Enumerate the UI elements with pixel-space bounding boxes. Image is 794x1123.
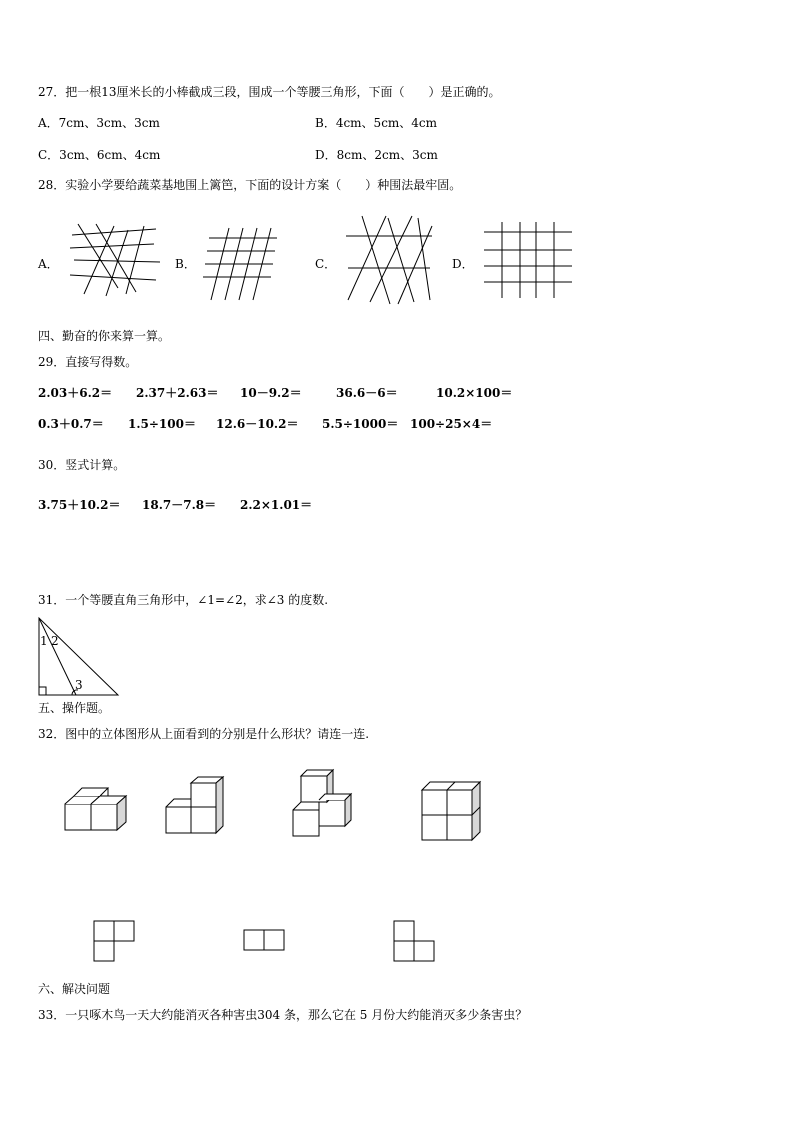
section5-title: 五、操作题。 <box>38 701 111 715</box>
fence-c-figure <box>340 214 436 304</box>
q28-stem: 28．实验小学要给蔬菜基地围上篱笆，下面的设计方案（ ）种围法最牢固。 <box>38 178 462 192</box>
q29-r2-c1: 0.3＋0.7＝ <box>38 417 104 431</box>
q30-item-1: 3.75＋10.2＝ <box>38 498 121 512</box>
angle-3-label: 3 <box>75 678 83 692</box>
q29-r2-c3: 12.6－10.2＝ <box>216 417 299 431</box>
q30-item-2: 18.7－7.8＝ <box>142 498 217 512</box>
q29-r2-c5: 100÷25×4＝ <box>410 417 493 431</box>
solid-figure-2 <box>165 776 227 836</box>
q29-r1-c5: 10.2×100＝ <box>436 386 513 400</box>
top-view-2 <box>243 929 287 953</box>
solid-figure-1 <box>64 786 128 834</box>
angle-2-label: 2 <box>51 634 59 648</box>
q33-stem: 33．一只啄木鸟一天大约能消灭各种害虫304 条，那么它在 5 月份大约能消灭多少条害虫？ <box>38 1008 528 1022</box>
q27-option-b: B．4cm、5cm、4cm <box>315 116 438 130</box>
q29-r2-c4: 5.5÷1000＝ <box>322 417 399 431</box>
section4-title: 四、勤奋的你来算一算。 <box>38 329 171 343</box>
q27-stem: 27．把一根13厘米长的小棒截成三段，围成一个等腰三角形，下面（ ）是正确的。 <box>38 85 501 99</box>
section6-title: 六、解决问题 <box>38 982 111 996</box>
solid-figure-4 <box>420 780 484 844</box>
q28-label-c: C． <box>315 257 337 271</box>
q30-item-3: 2.2×1.01＝ <box>240 498 313 512</box>
q28-label-d: D． <box>452 257 474 271</box>
q32-stem: 32．图中的立体图形从上面看到的分别是什么形状？请连一连. <box>38 727 370 741</box>
q29-r1-c2: 2.37＋2.63＝ <box>136 386 219 400</box>
q28-label-a: A． <box>38 257 59 271</box>
q27-option-d: D．8cm、2cm、3cm <box>315 148 438 162</box>
q27-option-a: A．7cm、3cm、3cm <box>38 116 160 130</box>
q29-r1-c3: 10－9.2＝ <box>240 386 302 400</box>
q29-r2-c2: 1.5÷100＝ <box>128 417 196 431</box>
q29-r1-c1: 2.03＋6.2＝ <box>38 386 113 400</box>
fence-b-figure <box>203 226 283 302</box>
q31-stem: 31．一个等腰直角三角形中，∠1=∠2，求∠3 的度数. <box>38 593 329 607</box>
top-view-3 <box>393 920 437 964</box>
angle-1-label: 1 <box>40 634 48 648</box>
q30-title: 30．竖式计算。 <box>38 458 126 472</box>
q28-label-b: B． <box>175 257 196 271</box>
fence-a-figure <box>66 222 162 298</box>
q27-option-c: C．3cm、6cm、4cm <box>38 148 161 162</box>
q29-title: 29．直接写得数。 <box>38 355 138 369</box>
fence-d-figure <box>480 220 576 300</box>
top-view-1 <box>93 920 137 964</box>
q29-r1-c4: 36.6－6＝ <box>336 386 398 400</box>
solid-figure-3 <box>291 768 361 840</box>
